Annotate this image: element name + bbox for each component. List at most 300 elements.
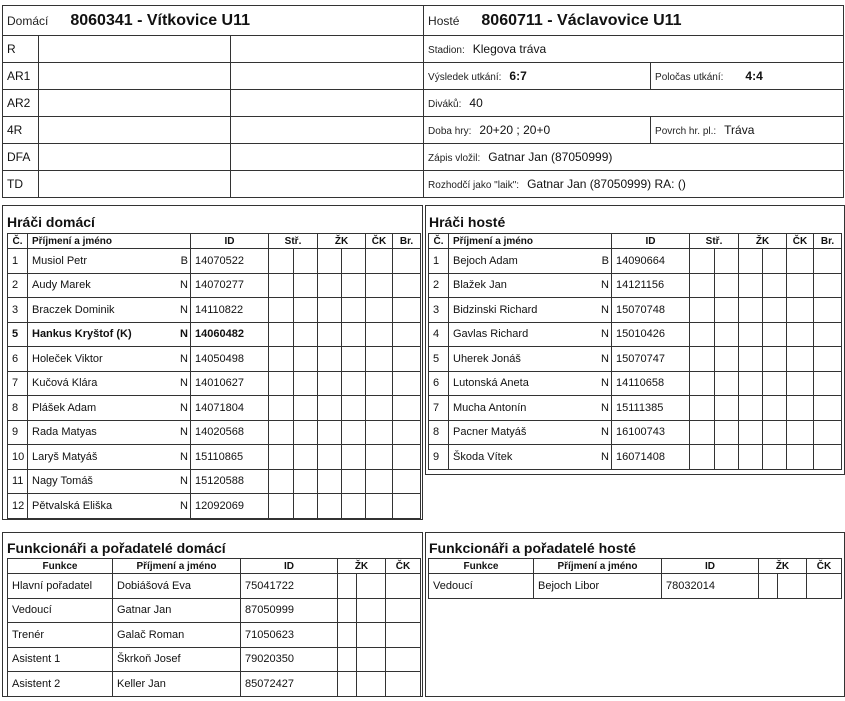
staff-row xyxy=(8,598,421,623)
player-row xyxy=(429,420,842,445)
stat-cell xyxy=(715,322,739,347)
stat-cell xyxy=(294,249,318,274)
stat-cell xyxy=(366,371,393,396)
player-name: Mucha Antonín xyxy=(449,396,597,421)
staff-name: Keller Jan xyxy=(113,672,241,697)
stat-cell xyxy=(342,420,366,445)
stat-cell xyxy=(807,574,842,599)
player-row xyxy=(429,273,842,298)
col-role: Funkce xyxy=(429,559,534,574)
player-number: 4 xyxy=(429,322,449,347)
stat-cell xyxy=(763,347,787,372)
player-type: N xyxy=(597,396,612,421)
staff-row xyxy=(429,574,842,599)
stat-cell xyxy=(787,420,814,445)
guest-staff-title: Funkcionáři a pořadatelé hosté xyxy=(429,540,636,556)
player-type: N xyxy=(176,322,191,347)
staff-id: 85072427 xyxy=(241,672,338,697)
stat-cell xyxy=(393,469,421,494)
stat-cell xyxy=(715,371,739,396)
player-type: N xyxy=(597,298,612,323)
stat-cell xyxy=(690,298,715,323)
staff-name: Bejoch Libor xyxy=(534,574,662,599)
staff-name: Gatnar Jan xyxy=(113,598,241,623)
stat-cell xyxy=(763,298,787,323)
player-name: Kučová Klára xyxy=(28,371,176,396)
stat-cell xyxy=(393,445,421,470)
official-name xyxy=(39,36,231,63)
stat-cell xyxy=(690,322,715,347)
guest-team: 8060711 - Václavovice U11 xyxy=(481,11,682,29)
home-label: Domácí xyxy=(7,13,49,28)
player-name: Bejoch Adam xyxy=(449,249,597,274)
official-label: AR1 xyxy=(3,63,39,90)
official-label: TD xyxy=(3,171,39,198)
stat-cell xyxy=(338,574,357,599)
staff-id: 78032014 xyxy=(662,574,759,599)
player-id: 14050498 xyxy=(191,347,269,372)
stadium-value: Klegova tráva xyxy=(472,42,547,56)
player-number: 8 xyxy=(429,420,449,445)
staff-role: Vedoucí xyxy=(429,574,534,599)
player-row xyxy=(429,371,842,396)
stat-cell xyxy=(715,249,739,274)
stat-cell xyxy=(814,347,842,372)
stat-cell xyxy=(294,445,318,470)
stat-cell xyxy=(357,574,386,599)
player-number: 2 xyxy=(8,273,28,298)
staff-id: 75041722 xyxy=(241,574,338,599)
stat-cell xyxy=(357,647,386,672)
stat-cell xyxy=(294,494,318,519)
player-row xyxy=(8,396,421,421)
stat-cell xyxy=(318,494,342,519)
player-row xyxy=(429,249,842,274)
player-type: N xyxy=(176,445,191,470)
stat-cell xyxy=(393,396,421,421)
player-name: Pacner Matyáš xyxy=(449,420,597,445)
stat-cell xyxy=(763,420,787,445)
lay-referee-value: Gatnar Jan (87050999) RA: () xyxy=(527,177,686,191)
player-row xyxy=(8,322,421,347)
official-label: DFA xyxy=(3,144,39,171)
player-number: 10 xyxy=(8,445,28,470)
player-id: 14071804 xyxy=(191,396,269,421)
stat-cell xyxy=(787,347,814,372)
col-red: ČK xyxy=(366,234,393,249)
stat-cell xyxy=(814,396,842,421)
col-goalie: Br. xyxy=(393,234,421,249)
stat-cell xyxy=(366,494,393,519)
result-value: 6:7 xyxy=(509,69,527,83)
col-name: Příjmení a jméno xyxy=(534,559,662,574)
stat-cell xyxy=(342,445,366,470)
halftime-label: Poločas utkání: xyxy=(655,72,724,83)
stat-cell xyxy=(386,672,421,697)
player-id: 14121156 xyxy=(612,273,690,298)
official-extra xyxy=(231,117,424,144)
stat-cell xyxy=(269,322,294,347)
staff-name: Škrkoň Josef xyxy=(113,647,241,672)
col-role: Funkce xyxy=(8,559,113,574)
stat-cell xyxy=(763,249,787,274)
stat-cell xyxy=(318,420,342,445)
lay-referee-label: Rozhodčí jako "laik": xyxy=(428,180,520,191)
stat-cell xyxy=(763,273,787,298)
stat-cell xyxy=(739,445,763,470)
surface-value: Tráva xyxy=(724,123,755,137)
halftime-cell xyxy=(651,63,844,90)
stat-cell xyxy=(739,396,763,421)
stat-cell xyxy=(690,347,715,372)
player-id: 14020568 xyxy=(191,420,269,445)
stat-cell xyxy=(393,494,421,519)
stat-cell xyxy=(393,322,421,347)
official-extra xyxy=(231,63,424,90)
player-id: 14090664 xyxy=(612,249,690,274)
player-type: N xyxy=(597,420,612,445)
player-type: N xyxy=(597,273,612,298)
result-label: Výsledek utkání: xyxy=(428,72,502,83)
stat-cell xyxy=(338,672,357,697)
stat-cell xyxy=(269,371,294,396)
player-row xyxy=(8,273,421,298)
header-row xyxy=(8,234,421,249)
stat-cell xyxy=(357,672,386,697)
player-id: 15120588 xyxy=(191,469,269,494)
stat-cell xyxy=(739,347,763,372)
stat-cell xyxy=(814,420,842,445)
stat-cell xyxy=(269,273,294,298)
stat-cell xyxy=(294,322,318,347)
col-yellow: ŽK xyxy=(739,234,787,249)
player-number: 1 xyxy=(429,249,449,274)
player-row xyxy=(8,371,421,396)
player-row xyxy=(429,445,842,470)
stat-cell xyxy=(342,298,366,323)
stat-cell xyxy=(342,494,366,519)
player-number: 12 xyxy=(8,494,28,519)
stat-cell xyxy=(269,494,294,519)
player-row xyxy=(429,298,842,323)
player-type: N xyxy=(176,420,191,445)
staff-id: 79020350 xyxy=(241,647,338,672)
player-type: N xyxy=(176,371,191,396)
stat-cell xyxy=(294,420,318,445)
player-name: Nagy Tomáš xyxy=(28,469,176,494)
stat-cell xyxy=(393,347,421,372)
col-red: ČK xyxy=(807,559,842,574)
stat-cell xyxy=(338,623,357,648)
stat-cell xyxy=(690,396,715,421)
player-type: N xyxy=(176,469,191,494)
staff-id: 87050999 xyxy=(241,598,338,623)
stat-cell xyxy=(342,469,366,494)
player-name: Plášek Adam xyxy=(28,396,176,421)
stat-cell xyxy=(318,347,342,372)
official-extra xyxy=(231,171,424,198)
col-goals: Stř. xyxy=(269,234,318,249)
player-row xyxy=(8,298,421,323)
col-name: Příjmení a jméno xyxy=(113,559,241,574)
stat-cell xyxy=(690,420,715,445)
stat-cell xyxy=(366,469,393,494)
spectators-value: 40 xyxy=(469,96,483,110)
stat-cell xyxy=(386,574,421,599)
spectators-cell xyxy=(424,90,844,117)
stat-cell xyxy=(338,647,357,672)
player-number: 11 xyxy=(8,469,28,494)
player-name: Laryš Matyáš xyxy=(28,445,176,470)
stat-cell xyxy=(763,445,787,470)
stat-cell xyxy=(318,469,342,494)
stat-cell xyxy=(814,322,842,347)
stat-cell xyxy=(318,322,342,347)
stat-cell xyxy=(739,322,763,347)
player-number: 6 xyxy=(429,371,449,396)
official-label: R xyxy=(3,36,39,63)
player-name: Audy Marek xyxy=(28,273,176,298)
stat-cell xyxy=(318,445,342,470)
col-id: ID xyxy=(662,559,759,574)
stat-cell xyxy=(366,273,393,298)
official-name xyxy=(39,171,231,198)
player-number: 8 xyxy=(8,396,28,421)
home-team: 8060341 - Vítkovice U11 xyxy=(70,11,251,29)
stat-cell xyxy=(357,598,386,623)
player-type: N xyxy=(597,347,612,372)
stat-cell xyxy=(269,420,294,445)
surface-label: Povrch hr. pl.: xyxy=(655,126,717,137)
stat-cell xyxy=(739,273,763,298)
match-header-table xyxy=(2,5,844,198)
stat-cell xyxy=(763,371,787,396)
player-row xyxy=(8,469,421,494)
official-label: AR2 xyxy=(3,90,39,117)
staff-role: Trenér xyxy=(8,623,113,648)
stat-cell xyxy=(342,371,366,396)
player-name: Braczek Dominik xyxy=(28,298,176,323)
spectators-label: Diváků: xyxy=(428,99,462,110)
stat-cell xyxy=(763,396,787,421)
player-row xyxy=(429,347,842,372)
duration-value: 20+20 ; 20+0 xyxy=(479,123,551,137)
entered-by-cell xyxy=(424,144,844,171)
player-id: 15070747 xyxy=(612,347,690,372)
stat-cell xyxy=(318,396,342,421)
official-name xyxy=(39,63,231,90)
player-name: Gavlas Richard xyxy=(449,322,597,347)
stat-cell xyxy=(342,347,366,372)
stat-cell xyxy=(690,249,715,274)
stat-cell xyxy=(269,298,294,323)
player-type: N xyxy=(176,273,191,298)
header-row xyxy=(429,559,842,574)
stat-cell xyxy=(294,298,318,323)
player-row xyxy=(8,494,421,519)
player-number: 3 xyxy=(8,298,28,323)
stat-cell xyxy=(393,298,421,323)
stat-cell xyxy=(294,469,318,494)
staff-role: Asistent 2 xyxy=(8,672,113,697)
duration-cell xyxy=(424,117,651,144)
stat-cell xyxy=(338,598,357,623)
stat-cell xyxy=(366,249,393,274)
stat-cell xyxy=(787,396,814,421)
player-id: 15111385 xyxy=(612,396,690,421)
player-number: 2 xyxy=(429,273,449,298)
player-row xyxy=(8,347,421,372)
header-row xyxy=(429,234,842,249)
player-id: 14010627 xyxy=(191,371,269,396)
player-number: 5 xyxy=(429,347,449,372)
player-name: Bidzinski Richard xyxy=(449,298,597,323)
stat-cell xyxy=(393,420,421,445)
stat-cell xyxy=(342,273,366,298)
guest-label: Hosté xyxy=(428,13,460,28)
stat-cell xyxy=(814,298,842,323)
player-id: 14060482 xyxy=(191,322,269,347)
home-staff-title: Funkcionáři a pořadatelé domácí xyxy=(7,540,226,556)
guest-team-cell xyxy=(424,6,844,36)
stat-cell xyxy=(690,273,715,298)
staff-role: Hlavní pořadatel xyxy=(8,574,113,599)
stat-cell xyxy=(739,371,763,396)
player-number: 9 xyxy=(429,445,449,470)
stat-cell xyxy=(357,623,386,648)
player-name: Holeček Viktor xyxy=(28,347,176,372)
stat-cell xyxy=(342,396,366,421)
player-name: Škoda Vítek xyxy=(449,445,597,470)
staff-row xyxy=(8,574,421,599)
stat-cell xyxy=(393,249,421,274)
stat-cell xyxy=(690,445,715,470)
home-players-title: Hráči domácí xyxy=(7,214,95,230)
guest-players-table xyxy=(428,233,842,470)
stat-cell xyxy=(715,445,739,470)
col-id: ID xyxy=(612,234,690,249)
col-yellow: ŽK xyxy=(318,234,366,249)
player-name: Uherek Jonáš xyxy=(449,347,597,372)
player-type: N xyxy=(176,396,191,421)
player-type: N xyxy=(176,494,191,519)
player-type: B xyxy=(176,249,191,274)
col-name: Příjmení a jméno xyxy=(28,234,191,249)
player-number: 5 xyxy=(8,322,28,347)
player-id: 12092069 xyxy=(191,494,269,519)
player-name: Rada Matyas xyxy=(28,420,176,445)
stat-cell xyxy=(386,647,421,672)
stadium-label: Stadion: xyxy=(428,45,465,56)
stat-cell xyxy=(787,298,814,323)
player-name: Lutonská Aneta xyxy=(449,371,597,396)
staff-row xyxy=(8,623,421,648)
stat-cell xyxy=(759,574,778,599)
player-type: B xyxy=(597,249,612,274)
official-name xyxy=(39,144,231,171)
stat-cell xyxy=(715,347,739,372)
stat-cell xyxy=(715,298,739,323)
stat-cell xyxy=(787,273,814,298)
stat-cell xyxy=(269,249,294,274)
player-id: 15110865 xyxy=(191,445,269,470)
staff-name: Galač Roman xyxy=(113,623,241,648)
stat-cell xyxy=(393,371,421,396)
player-number: 6 xyxy=(8,347,28,372)
official-name xyxy=(39,117,231,144)
player-number: 3 xyxy=(429,298,449,323)
col-red: ČK xyxy=(787,234,814,249)
player-number: 7 xyxy=(8,371,28,396)
stat-cell xyxy=(386,623,421,648)
stat-cell xyxy=(269,445,294,470)
stat-cell xyxy=(715,273,739,298)
entered-by-value: Gatnar Jan (87050999) xyxy=(488,150,613,164)
stat-cell xyxy=(269,396,294,421)
stat-cell xyxy=(814,371,842,396)
home-team-cell xyxy=(3,6,424,36)
player-name: Hankus Kryštof (K) xyxy=(28,322,176,347)
stat-cell xyxy=(269,469,294,494)
stat-cell xyxy=(342,322,366,347)
stat-cell xyxy=(787,371,814,396)
stat-cell xyxy=(366,347,393,372)
halftime-value: 4:4 xyxy=(745,69,763,83)
lay-referee-cell xyxy=(424,171,844,198)
staff-role: Asistent 1 xyxy=(8,647,113,672)
stat-cell xyxy=(787,445,814,470)
player-id: 14070277 xyxy=(191,273,269,298)
official-extra xyxy=(231,144,424,171)
stat-cell xyxy=(318,298,342,323)
official-name xyxy=(39,90,231,117)
staff-id: 71050623 xyxy=(241,623,338,648)
official-extra xyxy=(231,36,424,63)
player-number: 1 xyxy=(8,249,28,274)
col-number: Č. xyxy=(8,234,28,249)
stat-cell xyxy=(342,249,366,274)
stat-cell xyxy=(393,273,421,298)
official-label: 4R xyxy=(3,117,39,144)
player-row xyxy=(8,249,421,274)
home-staff-table xyxy=(7,558,421,697)
guest-players-title: Hráči hosté xyxy=(429,214,506,230)
stat-cell xyxy=(739,249,763,274)
player-id: 16100743 xyxy=(612,420,690,445)
stat-cell xyxy=(715,420,739,445)
player-name: Pětvalská Eliška xyxy=(28,494,176,519)
staff-name: Dobiášová Eva xyxy=(113,574,241,599)
player-row xyxy=(429,396,842,421)
player-row xyxy=(429,322,842,347)
stat-cell xyxy=(814,249,842,274)
stadium-cell xyxy=(424,36,844,63)
official-extra xyxy=(231,90,424,117)
player-row xyxy=(8,420,421,445)
player-row xyxy=(8,445,421,470)
stat-cell xyxy=(739,420,763,445)
surface-cell xyxy=(651,117,844,144)
guest-staff-section xyxy=(425,532,845,697)
player-id: 15010426 xyxy=(612,322,690,347)
player-id: 14110822 xyxy=(191,298,269,323)
stat-cell xyxy=(386,598,421,623)
stat-cell xyxy=(778,574,807,599)
entered-by-label: Zápis vložil: xyxy=(428,153,481,164)
duration-label: Doba hry: xyxy=(428,126,472,137)
player-number: 9 xyxy=(8,420,28,445)
stat-cell xyxy=(366,445,393,470)
